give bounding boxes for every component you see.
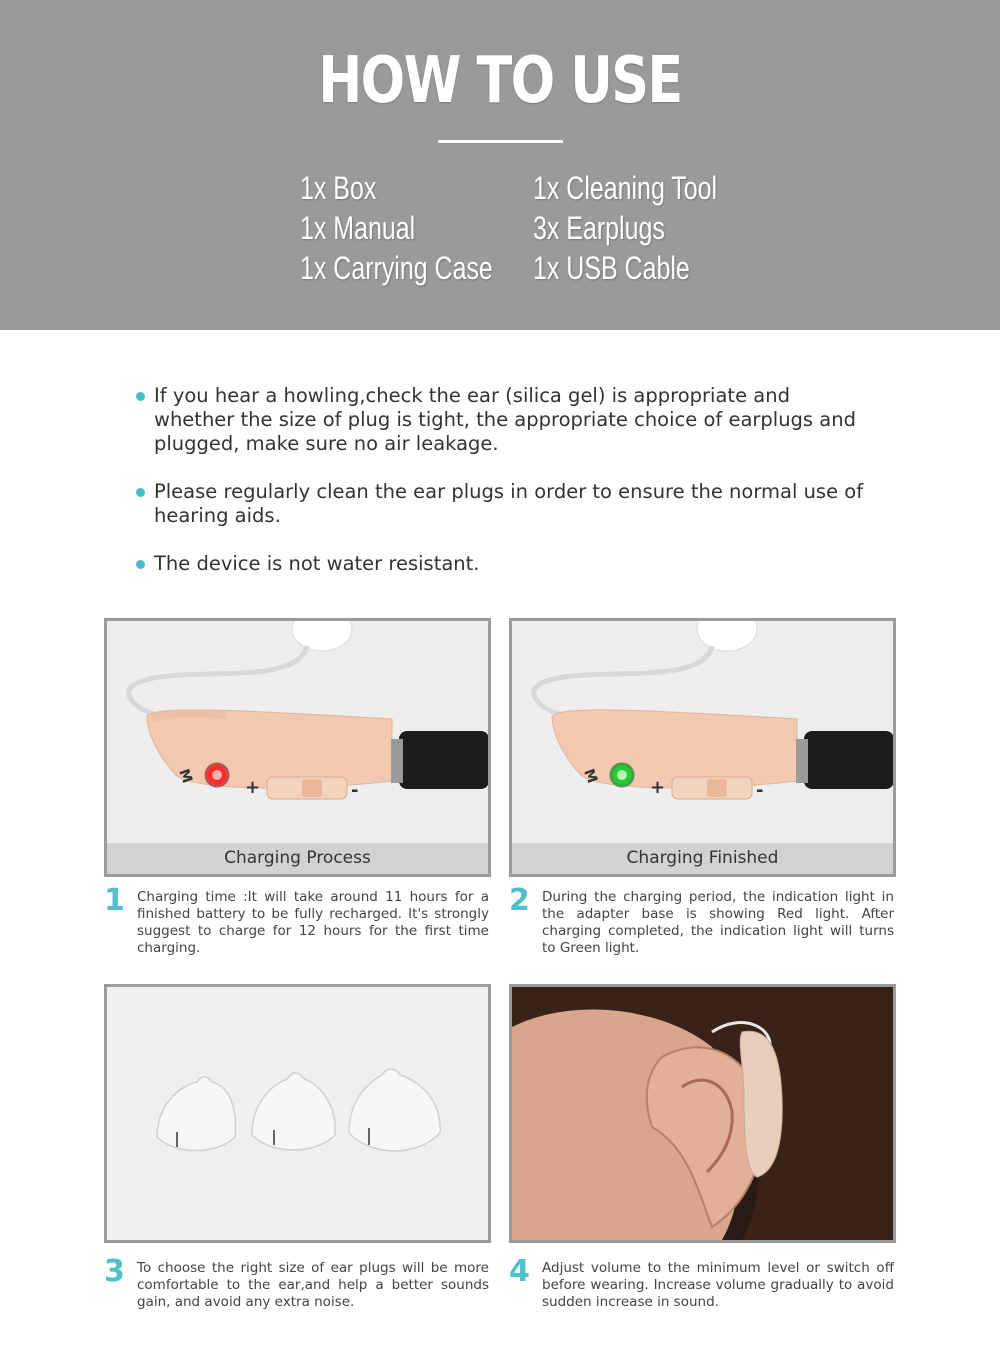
step-text: Adjust volume to the minimum level or switch off before wearing. Increase volume gradually to avoid sudden increase in sound. — [542, 1260, 894, 1310]
ear-wearing-image — [512, 987, 893, 1240]
earplugs-panel — [104, 984, 491, 1243]
bullet-icon — [136, 488, 145, 497]
tip-item — [136, 384, 876, 456]
panel-caption: Charging Finished — [512, 843, 893, 874]
usage-tips — [136, 384, 876, 600]
bullet-icon — [136, 392, 145, 401]
hearing-aid-red-light-image — [107, 621, 488, 843]
title-divider — [438, 140, 563, 143]
contents-item: 1x Cleaning Tool — [533, 170, 718, 206]
earplugs-image — [107, 987, 488, 1240]
page-title: HOW TO USE — [318, 44, 682, 118]
volume-up-label: + — [245, 777, 261, 798]
contents-item: 1x Manual — [300, 210, 416, 246]
step-number: 3 — [104, 1254, 125, 1289]
step-number: 4 — [509, 1254, 530, 1289]
contents-item: 1x Box — [300, 170, 377, 206]
contents-item: 3x Earplugs — [533, 210, 665, 246]
bullet-icon — [136, 560, 145, 569]
volume-up-label: + — [650, 777, 666, 798]
contents-item: 1x Carrying Case — [300, 250, 493, 286]
package-contents-left — [300, 168, 493, 288]
step-number: 1 — [104, 883, 125, 918]
step-text: To choose the right size of ear plugs will be more comfortable to the ear,and help a better sounds gain, and avoid any extra noise. — [137, 1260, 489, 1310]
charging-finished-panel — [509, 618, 896, 877]
step-number: 2 — [509, 883, 530, 918]
mode-label: M — [580, 766, 601, 786]
contents-item: 1x USB Cable — [533, 250, 690, 286]
header-banner — [0, 0, 1000, 330]
step-text: During the charging period, the indication light in the adapter base is showing Red light. After charging completed, the indication light will turns to Green light. — [542, 889, 894, 956]
mode-label: M — [175, 766, 196, 786]
volume-down-label: - — [756, 780, 764, 801]
tip-text: If you hear a howling,check the ear (silica gel) is appropriate and whether the size of plug is tight, the appropriate choice of earplugs and plugged, make sure no air leakage. — [154, 384, 856, 455]
tip-text: Please regularly clean the ear plugs in order to ensure the normal use of hearing aids. — [154, 480, 864, 527]
tip-item — [136, 552, 876, 576]
panel-caption: Charging Process — [107, 843, 488, 874]
volume-down-label: - — [351, 780, 359, 801]
step-text: Charging time :It will take around 11 hours for a finished battery to be fully recharged. It's strongly suggest to charge for 12 hours for the first time charging. — [137, 889, 489, 956]
charging-process-panel — [104, 618, 491, 877]
package-contents-right — [533, 168, 717, 288]
tip-item — [136, 480, 876, 528]
hearing-aid-green-light-image — [512, 621, 893, 843]
wearing-panel — [509, 984, 896, 1243]
tip-text: The device is not water resistant. — [154, 552, 480, 575]
